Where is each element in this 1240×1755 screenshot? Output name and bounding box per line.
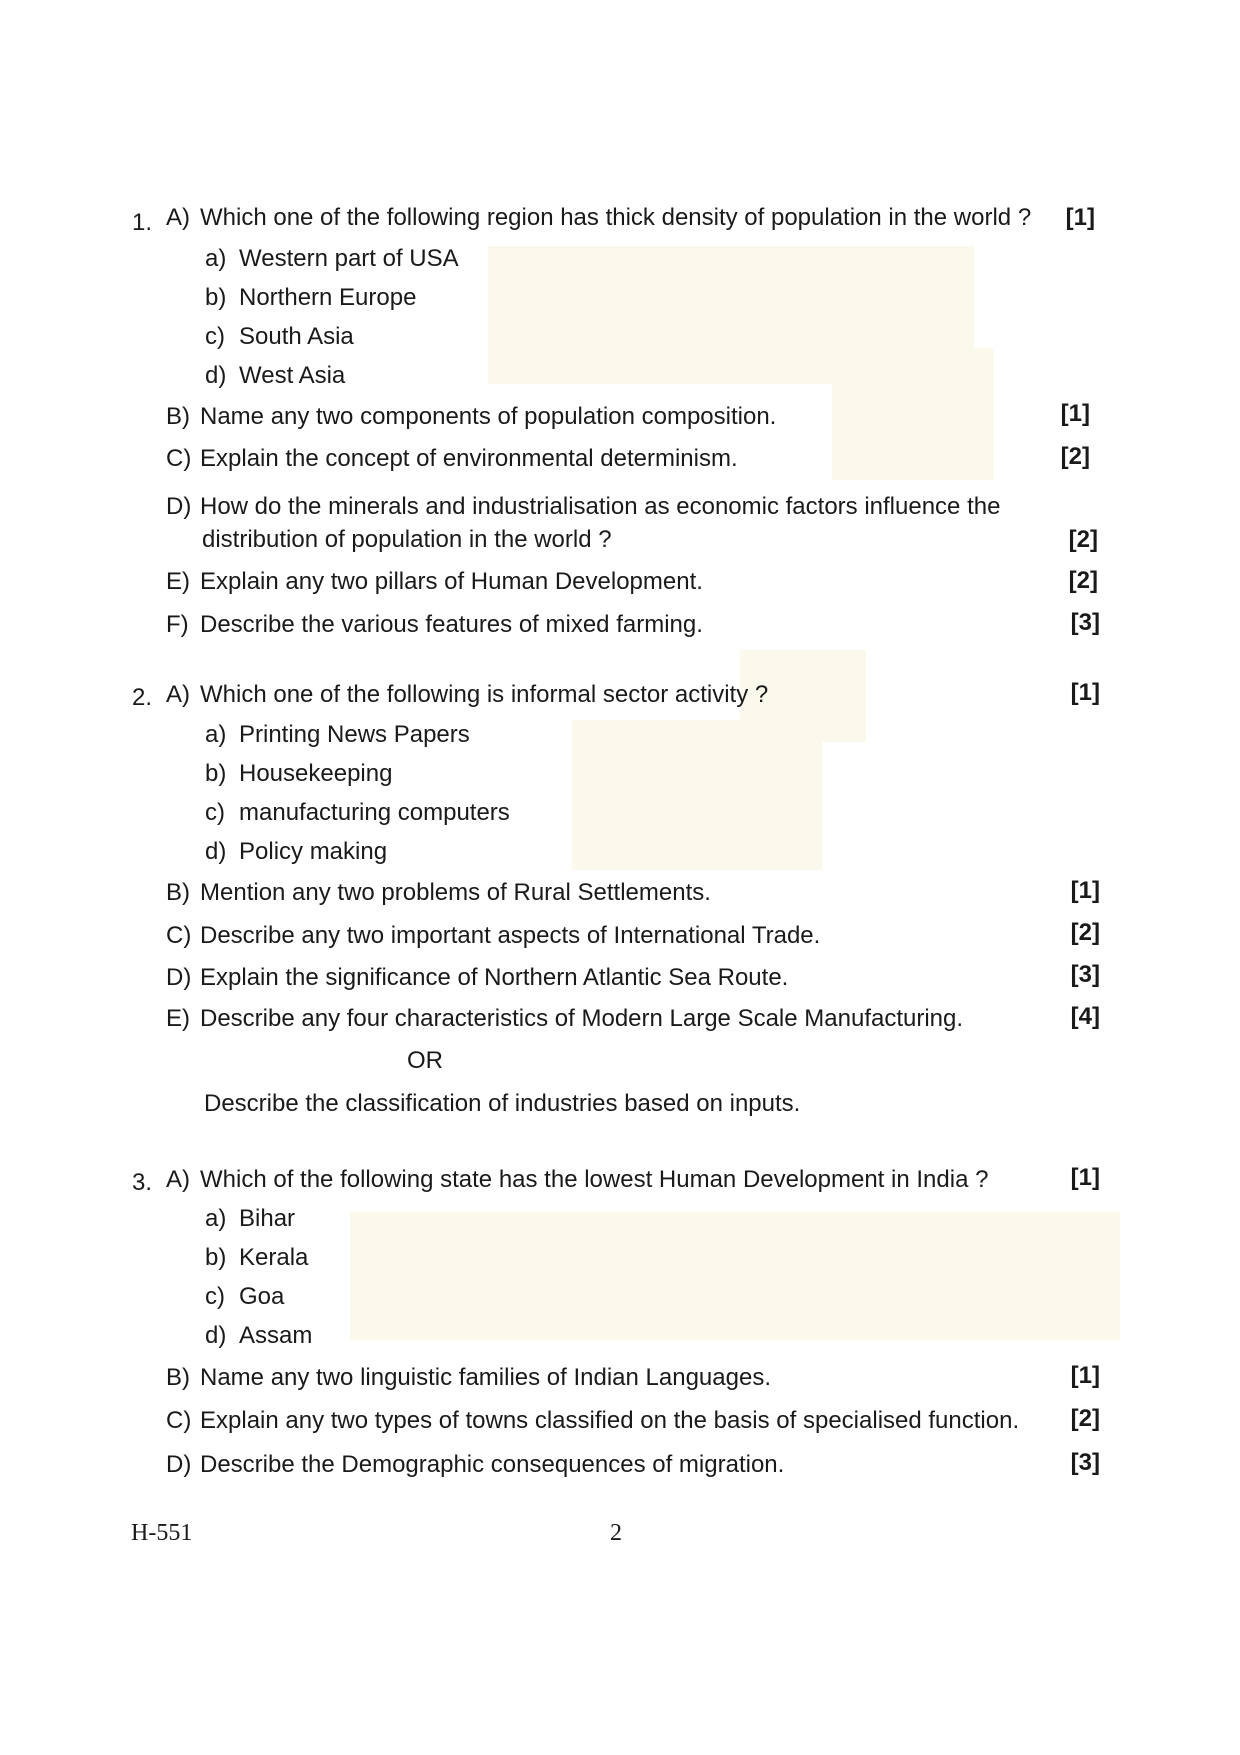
question-part-continued: distribution of population in the world ?: [202, 526, 612, 553]
question-part: A) Which of the following state has the lowest Human Development in India ?: [166, 1166, 989, 1193]
alternative-question: Describe the classification of industries based on inputs.: [204, 1090, 801, 1117]
question-part: B) Mention any two problems of Rural Settlements.: [166, 879, 711, 906]
scan-shade: [488, 246, 974, 348]
paper-code: H-551: [131, 1520, 193, 1546]
question-number: 2.: [132, 684, 153, 711]
marks: [1]: [1070, 679, 1100, 706]
question-part: E) Describe any four characteristics of Modern Large Scale Manufacturing.: [166, 1005, 964, 1032]
marks: [1]: [1065, 204, 1095, 231]
marks: [3]: [1070, 609, 1100, 636]
marks: [2]: [1068, 567, 1098, 594]
option: c) manufacturing computers: [205, 799, 510, 826]
option: a) Western part of USA: [205, 245, 459, 272]
option: b) Housekeeping: [205, 760, 393, 787]
option: d) Assam: [205, 1322, 313, 1349]
marks: [2]: [1070, 919, 1100, 946]
option: a) Bihar: [205, 1205, 296, 1232]
marks: [4]: [1070, 1003, 1100, 1030]
scan-shade: [832, 384, 993, 480]
option: c) South Asia: [205, 323, 354, 350]
question-number: 3.: [132, 1169, 153, 1196]
page-number: 2: [610, 1520, 622, 1546]
question-part: D) How do the minerals and industrialisation as economic factors influence the: [166, 493, 1001, 520]
marks: [1]: [1070, 1362, 1100, 1389]
option: d) West Asia: [205, 362, 346, 389]
question-part: C) Explain any two types of towns classified on the basis of specialised function.: [166, 1407, 1020, 1434]
question-part: D) Describe the Demographic consequences of migration.: [166, 1451, 785, 1478]
option: d) Policy making: [205, 838, 388, 865]
marks: [3]: [1070, 1449, 1100, 1476]
option: a) Printing News Papers: [205, 721, 470, 748]
scan-shade: [488, 348, 993, 384]
question-part: E) Explain any two pillars of Human Development.: [166, 568, 703, 595]
scan-shade: [350, 1212, 1120, 1340]
or-label: OR: [407, 1047, 443, 1074]
question-part: C) Describe any two important aspects of International Trade.: [166, 922, 821, 949]
option: c) Goa: [205, 1283, 285, 1310]
question-part: D) Explain the significance of Northern Atlantic Sea Route.: [166, 964, 789, 991]
marks: [1]: [1070, 877, 1100, 904]
option: b) Kerala: [205, 1244, 309, 1271]
marks: [2]: [1070, 1405, 1100, 1432]
question-part: B) Name any two linguistic families of Indian Languages.: [166, 1364, 771, 1391]
marks: [1]: [1070, 1164, 1100, 1191]
marks: [2]: [1060, 443, 1090, 470]
question-part: A) Which one of the following is informal sector activity ?: [166, 681, 769, 708]
part-text: Which one of the following region has thick density of population in the world ?: [200, 204, 1032, 231]
question-part: [166, 203, 1031, 233]
question-part: C) Explain the concept of environmental determinism.: [166, 445, 738, 472]
question-part: F) Describe the various features of mixed farming.: [166, 611, 703, 638]
part-label: A): [166, 204, 190, 231]
question-part: B) Name any two components of population composition.: [166, 403, 777, 430]
marks: [1]: [1060, 400, 1090, 427]
marks: [2]: [1068, 526, 1098, 553]
marks: [3]: [1070, 961, 1100, 988]
question-number: 1.: [132, 209, 153, 236]
scan-shade: [572, 720, 822, 870]
option: b) Northern Europe: [205, 284, 417, 311]
